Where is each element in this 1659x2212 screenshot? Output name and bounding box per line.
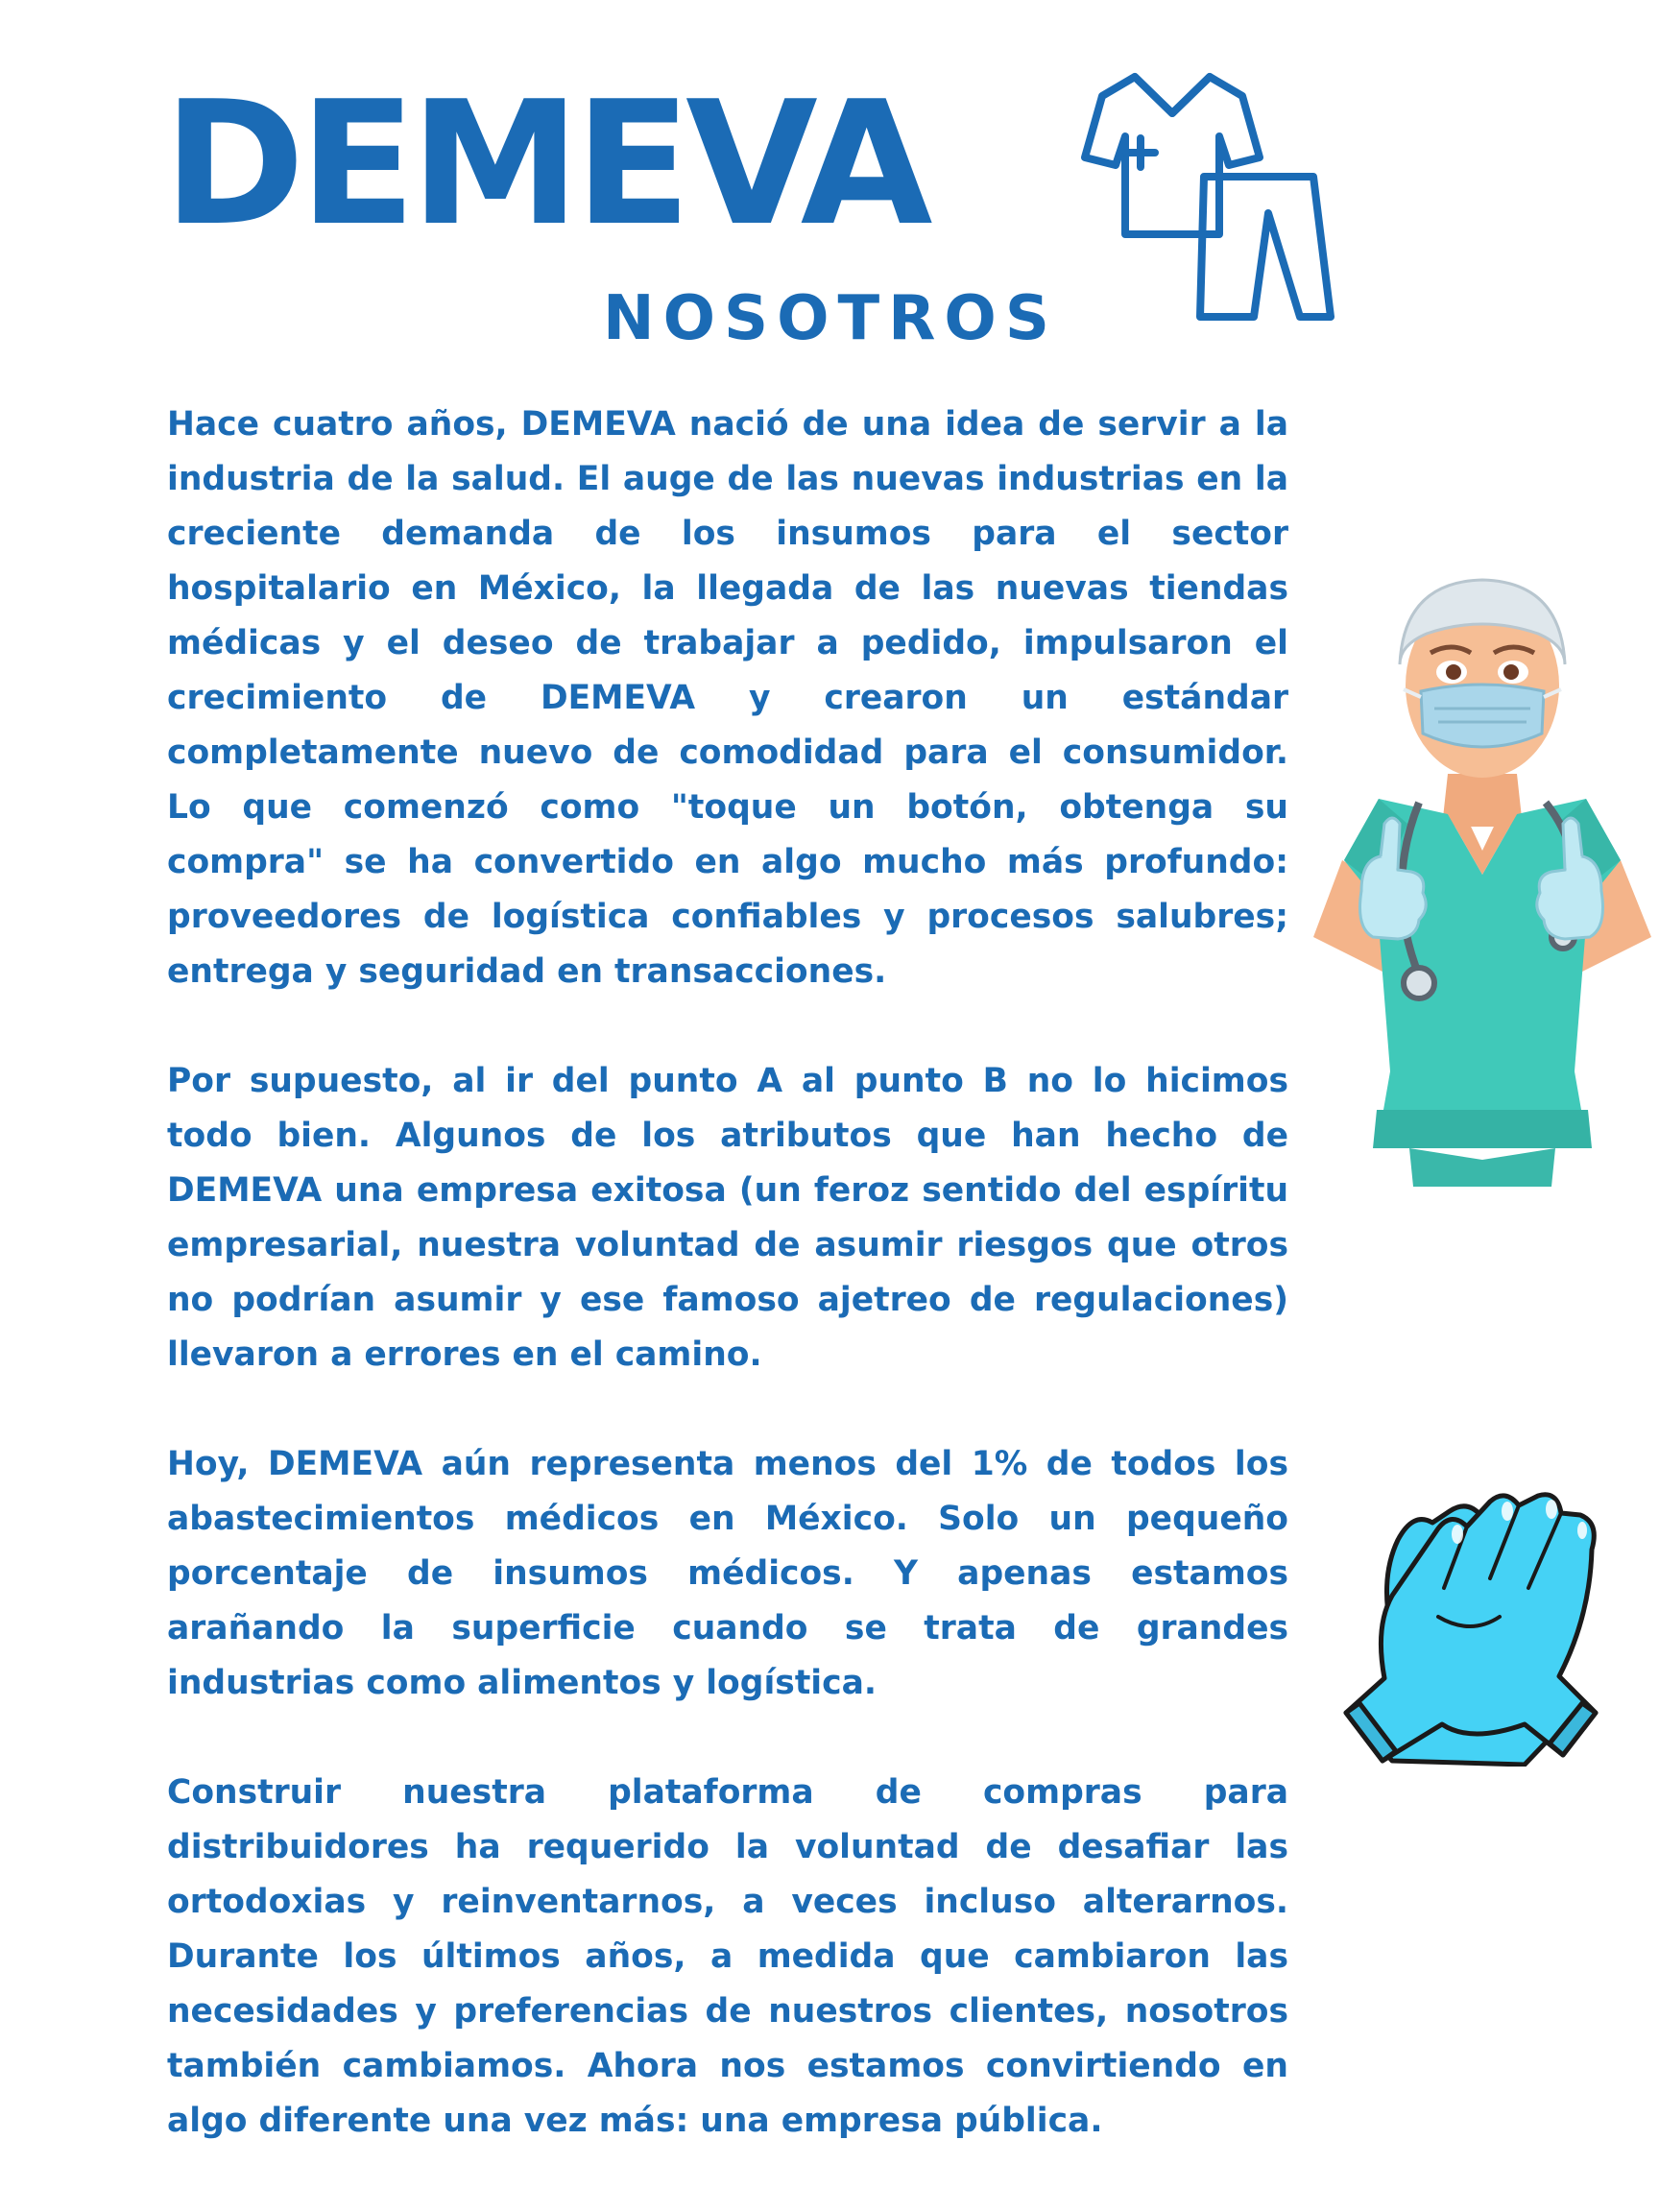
nurse-illustration	[1304, 572, 1659, 1187]
paragraph-mistakes: Por supuesto, al ir del punto A al punto B no lo hicimos todo bien. Algunos de los atributos que han hecho de DEMEVA una empresa exitosa (un feroz sentido del espíritu empresarial, nuestra voluntad de asumir riesgos que otros no podrían asumir y ese famoso ajetreo de regulaciones) llevaron a errores en el camino.	[167, 1062, 1288, 1374]
paragraph-history: Hace cuatro años, DEMEVA nació de una idea de servir a la industria de la salud. El auge de las nuevas industrias en la creciente demanda de los insumos para el sector hospitalario en México, la llegada de las nuevas tiendas médicas y el deseo de trabajar a pedido, impulsaron el crecimiento de DEMEVA y crearon un estándar completamente nuevo de comodidad para el consumidor. Lo que comenzó como "toque un botón, obtenga su compra" se ha convertido en algo mucho más profundo: proveedores de logística confiables y procesos salubres; entrega y seguridad en transacciones.	[167, 405, 1288, 991]
medical-scrubs-icon	[1077, 69, 1344, 328]
section-title: NOSOTROS	[603, 283, 1058, 354]
paragraph-platform: Construir nuestra plataforma de compras para distribuidores ha requerido la voluntad de desafiar las ortodoxias y reinventarnos, a veces incluso alterarnos. Durante los últimos años, a medida que cambiaron las necesidades y preferencias de nuestros clientes, nosotros también cambiamos. Ahora nos estamos convirtiendo en algo diferente una vez más: una empresa pública.	[167, 1773, 1288, 2140]
brand-logo-title: DEMEVA	[163, 64, 927, 263]
about-text	[167, 397, 1288, 2203]
paragraph-market-share: Hoy, DEMEVA aún representa menos del 1% de todos los abastecimientos médicos en México. Solo un pequeño porcentaje de insumos médicos. Y apenas estamos arañando la superficie cuando se trata de grandes industrias como alimentos y logística.	[167, 1445, 1288, 1702]
gloves-illustration	[1336, 1473, 1609, 1767]
